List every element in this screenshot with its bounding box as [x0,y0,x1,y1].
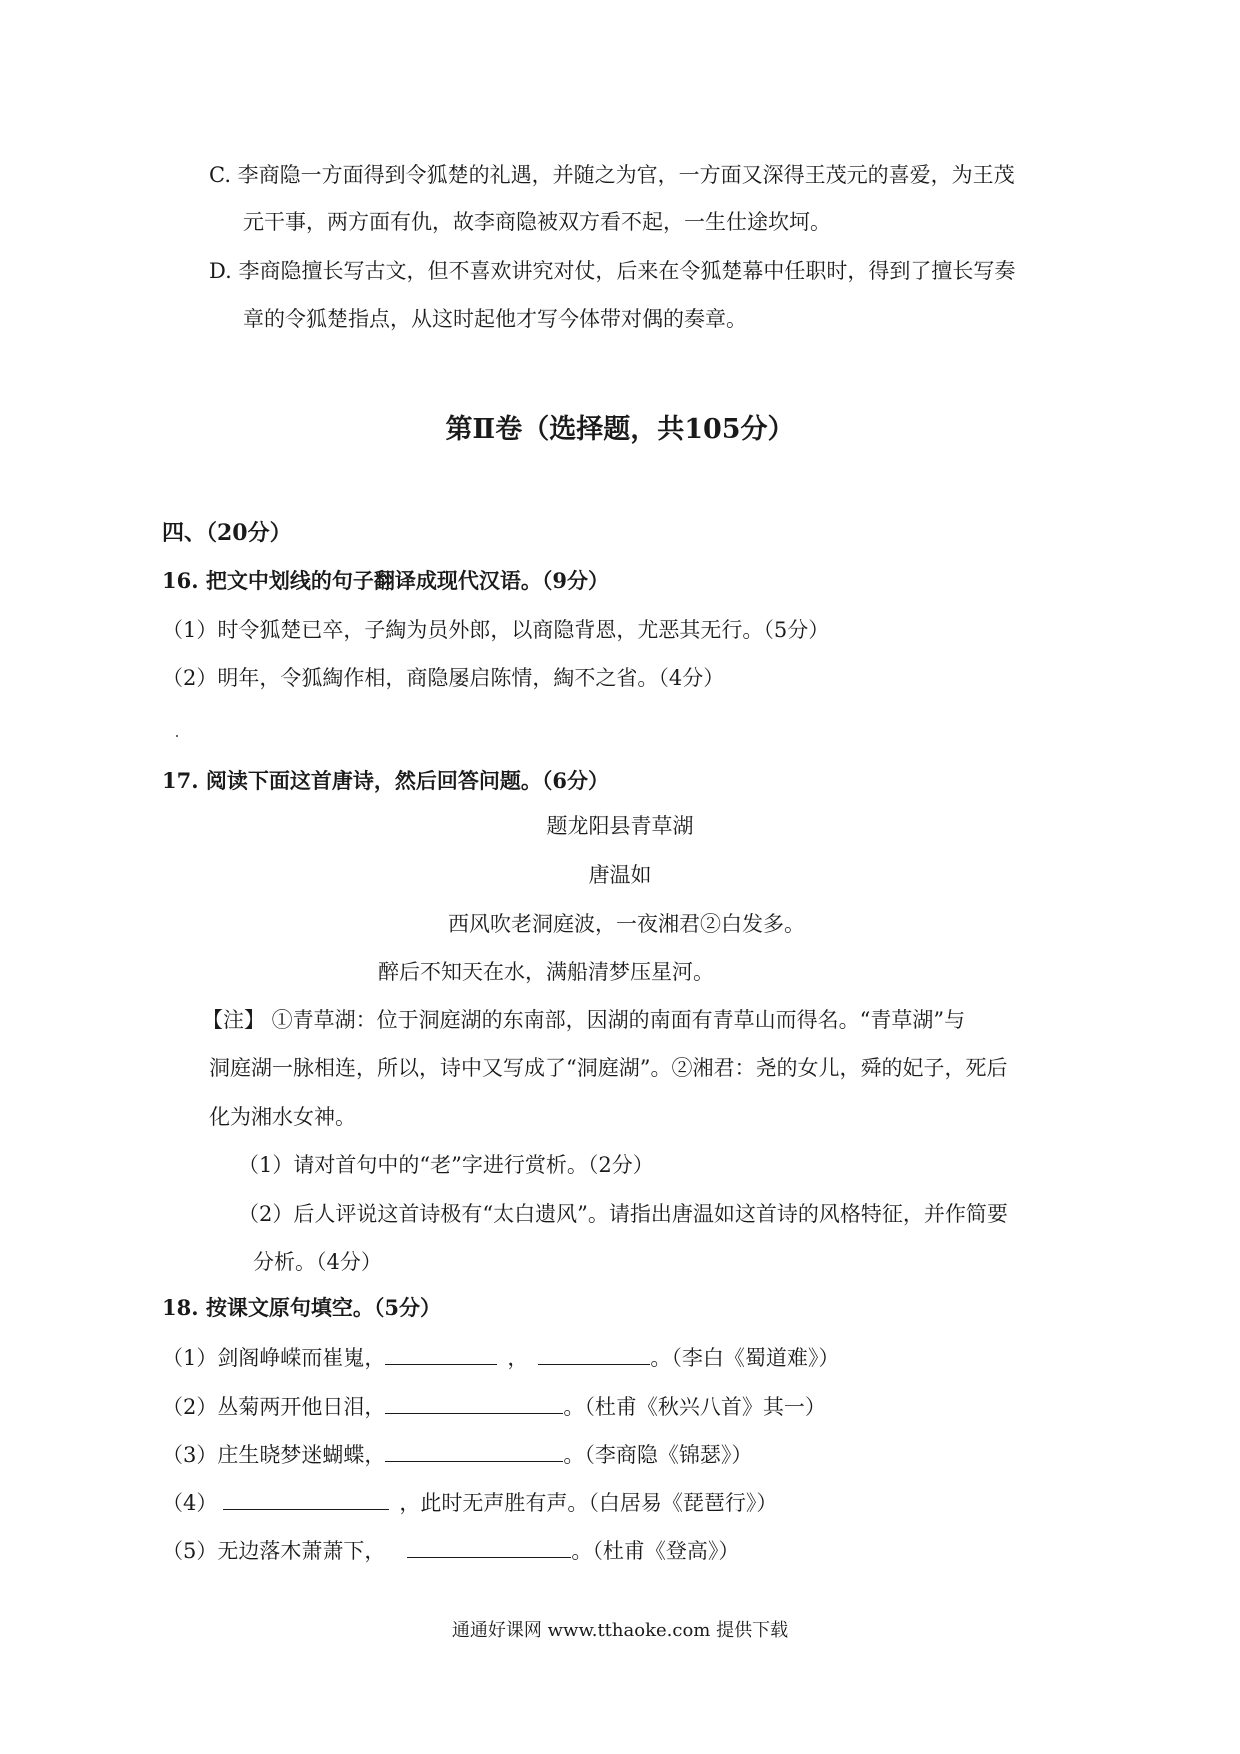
q16-title: 16. 把文中划线的句子翻译成现代汉语。（9分） [162,568,609,593]
q18-item4-source: ，此时无声胜有声。（白居易《琵琶行》） [399,1491,778,1515]
q16-item2: （2）明年，令狐綯作相，商隐屡启陈情，綯不之省。（4分） [162,666,725,690]
q18-item2-blank[interactable] [385,1391,563,1414]
q18-item3-source: 。（李商隐《锦瑟》） [563,1443,753,1467]
option-d-line2: 章的令狐楚指点，从这时起他才写今体带对偶的奏章。 [243,307,747,331]
scan-dot [176,735,178,737]
q17-sub2-line1: （2）后人评说这首诗极有“太白遗风”。请指出唐温如这首诗的风格特征，并作简要 [238,1202,1008,1226]
q18-item4-text: （4） [162,1491,218,1515]
q18-item5-source: 。（杜甫《登高》） [571,1539,740,1563]
q18-item1-blank1[interactable] [385,1342,497,1365]
q16-item1: （1）时令狐楚已卒，子綯为员外郎，以商隐背恩，尤恶其无行。（5分） [162,618,830,642]
option-c-line2: 元干事，两方面有仇，故李商隐被双方看不起，一生仕途坎坷。 [243,210,831,234]
q17-sub2-line2: 分析。（4分） [253,1250,382,1274]
q18-item2 [162,1391,826,1422]
poem-line2: 醉后不知天在水，满船清梦压星河。 [378,960,714,984]
poem-author: 唐温如 [588,863,652,887]
option-c-line1: C. 李商隐一方面得到令狐楚的礼遇，并随之为官，一方面又深得王茂元的喜爱，为王茂 [209,163,1015,187]
volume-title: 第Ⅱ卷（选择题，共105分） [445,414,795,445]
q18-item1-sep: ， [507,1346,529,1370]
q18-item4 [162,1487,777,1518]
q18-item5-blank[interactable] [407,1535,571,1558]
q18-item5-text: （5）无边落木萧萧下， [162,1539,386,1563]
q18-item5 [162,1535,739,1566]
note-line3: 化为湘水女神。 [209,1105,356,1129]
q18-item2-text: （2）丛菊两开他日泪， [162,1395,386,1419]
q17-sub1: （1）请对首句中的“老”字进行赏析。（2分） [238,1153,654,1177]
q18-item3-text: （3）庄生晓梦迷蝴蝶， [162,1443,386,1467]
q18-item4-blank[interactable] [223,1487,389,1510]
q18-item3-blank[interactable] [385,1439,563,1462]
q17-title: 17. 阅读下面这首唐诗，然后回答问题。（6分） [162,768,609,793]
q18-item2-source: 。（杜甫《秋兴八首》其一） [563,1395,826,1419]
option-d-line1: D. 李商隐擅长写古文，但不喜欢讲究对仗，后来在令狐楚幕中任职时，得到了擅长写奏 [209,259,1016,283]
note-line2: 洞庭湖一脉相连，所以，诗中又写成了“洞庭湖”。②湘君：尧的女儿，舜的妃子，死后 [209,1056,1008,1080]
q18-item1 [162,1342,839,1373]
page-footer: 通通好课网 www.tthaoke.com 提供下载 [451,1620,789,1641]
q18-item1-source: 。（李白《蜀道难》） [650,1346,840,1370]
q18-item1-text: （1）剑阁峥嵘而崔嵬， [162,1346,386,1370]
poem-line1: 西风吹老洞庭波，一夜湘君②白发多。 [448,912,805,936]
poem-title: 题龙阳县青草湖 [546,814,694,838]
q18-item3 [162,1439,752,1470]
section4-heading: 四、（20分） [162,520,292,546]
q18-item1-blank2[interactable] [538,1342,650,1365]
note-line1: 【注】 ①青草湖：位于洞庭湖的东南部，因湖的南面有青草山而得名。“青草湖”与 [202,1008,966,1032]
q18-title: 18. 按课文原句填空。（5分） [162,1295,441,1320]
